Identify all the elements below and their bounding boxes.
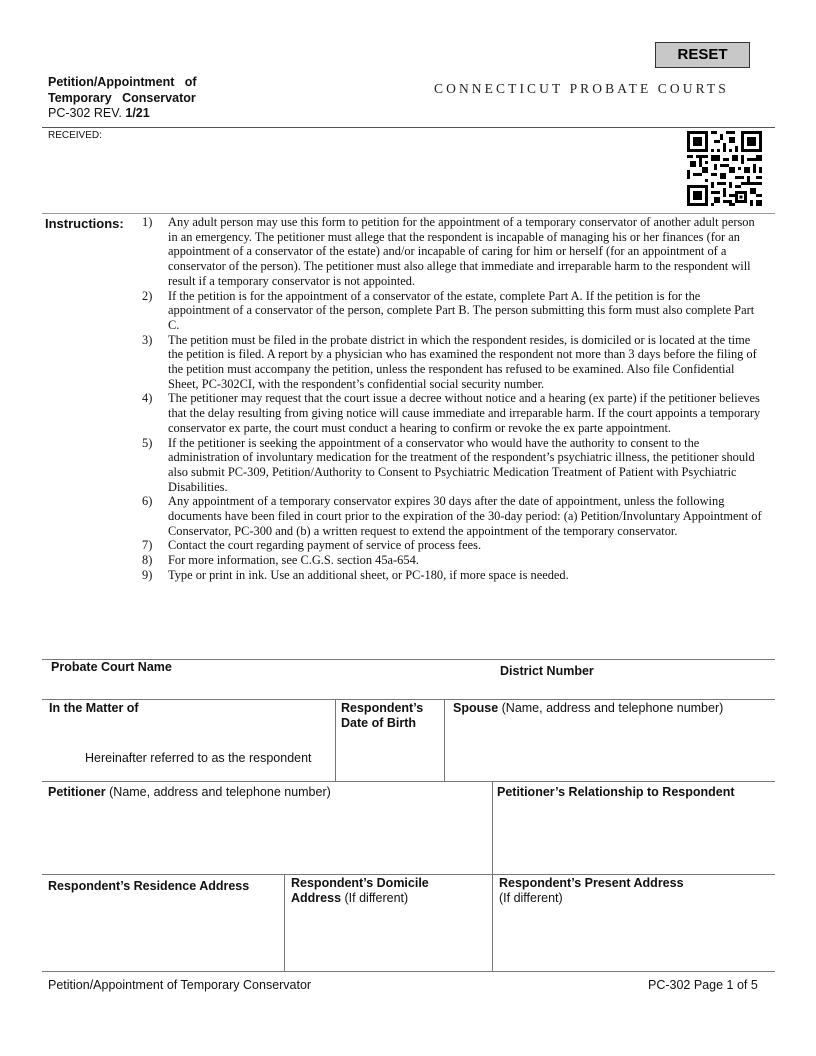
divider (42, 213, 775, 214)
list-item-text: Any adult person may use this form to petition for the appointment of a temporary conservator of another adult person in an emergency. The petitioner must allege that the respondent is incapable of managing his or her finances (for an appointment of a conservator of the estate) and/or incapable of caring for him or herself (for an appointment of a conservator of the person). The petitioner must also allege that immediate and irreparable harm to the respondent will result if a temporary conservator is not appointed. (168, 215, 755, 288)
list-item-number: 8) (142, 553, 153, 568)
list-item (138, 333, 763, 392)
present-address-field[interactable] (499, 876, 684, 906)
list-item-number: 3) (142, 332, 153, 347)
form-title-line1: Petition/Appointment of (48, 75, 197, 89)
divider (42, 874, 775, 875)
spouse-field[interactable] (453, 701, 723, 716)
divider (42, 127, 775, 128)
list-item (138, 553, 763, 568)
district-number-field[interactable] (500, 664, 594, 679)
district-number-label: District Number (500, 664, 594, 678)
court-header: CONNECTICUT PROBATE COURTS (434, 81, 729, 96)
petitioner-relationship-label: Petitioner’s Relationship to Respondent (497, 785, 735, 799)
divider (42, 971, 775, 972)
list-item (138, 538, 763, 553)
list-item-number: 7) (142, 538, 153, 553)
respondent-dob-label-line1: Respondent’s (341, 701, 424, 715)
received-label: RECEIVED: (48, 130, 102, 141)
list-item (138, 289, 763, 333)
divider (335, 699, 336, 781)
reset-button[interactable]: RESET (655, 42, 750, 68)
residence-address-label: Respondent’s Residence Address (48, 879, 250, 893)
list-item-number: 9) (142, 567, 153, 582)
divider (42, 781, 775, 782)
in-the-matter-of-field[interactable] (49, 701, 139, 716)
list-item-number: 6) (142, 494, 153, 509)
divider (444, 699, 445, 781)
list-item-number: 2) (142, 288, 153, 303)
list-item-text: Contact the court regarding payment of service of process fees. (168, 538, 482, 553)
probate-court-name-field[interactable] (51, 660, 172, 675)
form-number (48, 106, 150, 120)
list-item (138, 494, 763, 538)
probate-court-name-label: Probate Court Name (51, 660, 172, 674)
spouse-label: Spouse (453, 701, 499, 715)
form-title-line2: Temporary Conservator (48, 91, 196, 105)
footer-form-title: Petition/Appointment of Temporary Conservator (48, 978, 312, 992)
form-revision: 1/21 (125, 106, 150, 120)
divider (284, 874, 285, 971)
petitioner-label-detail: (Name, address and telephone number) (105, 785, 331, 799)
list-item (138, 215, 763, 289)
divider (492, 781, 493, 971)
respondent-dob-field[interactable] (341, 701, 441, 731)
instructions-list (138, 215, 763, 583)
domicile-address-label-detail: (If different) (341, 891, 409, 905)
footer-page-number: PC-302 Page 1 of 5 (648, 978, 758, 992)
hereinafter-label: Hereinafter referred to as the respondent (85, 751, 312, 765)
present-address-label-line2: (If different) (499, 891, 563, 905)
list-item (138, 391, 763, 435)
divider (42, 699, 775, 700)
qr-code-icon (687, 131, 762, 206)
instructions-label: Instructions: (45, 216, 124, 231)
residence-address-field[interactable] (48, 879, 249, 894)
domicile-address-label-line1: Respondent’s Domicile (291, 876, 429, 890)
list-item-text: If the petition is for the appointment of a conservator of the estate, complete Part A. If the petition is for the appointment of a conservator of the person, complete Part B. The person submitting this form must also complete Part C. (168, 288, 755, 332)
respondent-dob-label-line2: Date of Birth (341, 716, 416, 730)
petitioner-label: Petitioner (48, 785, 106, 799)
form-number-label: PC-302 REV. (48, 106, 122, 120)
list-item-text: The petition must be filed in the probate district in which the respondent resides, is domiciled or is located at the time the petition is filed. A report by a physician who has examined the respondent not more than 3 days before the filing of the petition must accompany the petition, unless the respondent has refused to be examined. Also file Confidential Sheet, PC-302CI, with the respondent’s confidential social security number. (168, 332, 757, 391)
list-item-number: 5) (142, 435, 153, 450)
list-item-text: Any appointment of a temporary conservator expires 30 days after the date of appointment, unless the following documents have been filed in court prior to the expiration of the 30-day period: (a) Petition/Involuntary Appointment of Conservator, PC-300 and (b) a written request to extend the appointment of the temporary conservator. (168, 494, 762, 538)
domicile-address-field[interactable] (291, 876, 429, 906)
list-item-text: The petitioner may request that the court issue a decree without notice and a hearing (ex parte) if the petitioner believes that the delay resulting from giving notice will cause immediate and irreparable harm. If the court appoints a temporary conservator ex parte, the court must conduct a hearing to confirm or revoke the ex parte appointment. (168, 391, 761, 435)
list-item-number: 4) (142, 391, 153, 406)
list-item (138, 568, 763, 583)
spouse-label-detail: (Name, address and telephone number) (498, 701, 724, 715)
petitioner-field[interactable] (48, 785, 331, 800)
petitioner-relationship-field[interactable] (497, 785, 735, 800)
list-item-number: 1) (142, 215, 153, 229)
domicile-address-label-line2: Address (291, 891, 342, 905)
in-the-matter-of-label: In the Matter of (49, 701, 139, 715)
list-item-text: If the petitioner is seeking the appointment of a conservator who would have the authority to consent to the administration of involuntary medication for the treatment of the respondent’s psychiatric illness, the petitioner should also submit PC-309, Petition/Authority to Consent to Psychiatric Medication Treatment of Patient with Psychiatric Disabilities. (168, 435, 755, 494)
list-item (138, 436, 763, 495)
list-item-text: Type or print in ink. Use an additional sheet, or PC-180, if more space is needed. (168, 567, 569, 582)
list-item-text: For more information, see C.G.S. section 45a-654. (168, 553, 419, 568)
present-address-label-line1: Respondent’s Present Address (499, 876, 684, 890)
